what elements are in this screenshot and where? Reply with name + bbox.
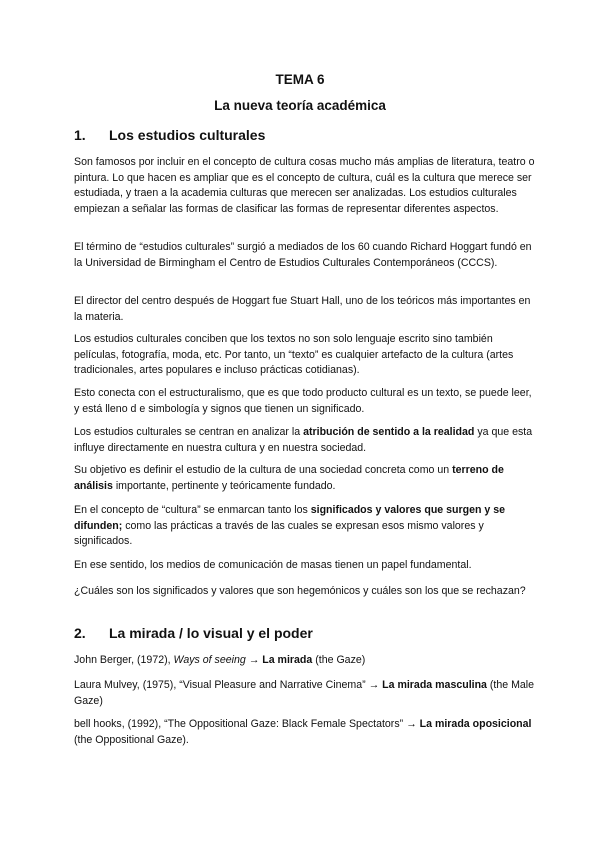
work-title: Ways of seeing (173, 654, 246, 666)
section-number: 2. (74, 625, 86, 641)
section-title: La mirada / lo visual y el poder (109, 625, 313, 641)
bold-phrase: significados y valores que surgen y se difunden; (74, 504, 506, 532)
bold-phrase: La mirada masculina (382, 679, 487, 691)
document-title: TEMA 6 (275, 72, 325, 87)
reference-item: Laura Mulvey, (1975), “Visual Pleasure and Narrative Cinema” → La mirada masculina (the Male Gaze) (74, 679, 535, 707)
paragraph: Esto conecta con el estructuralismo, que es que todo producto cultural es un texto, se puede leer, y está lleno d e simbología y signos que tienen un significado. (74, 387, 532, 415)
section-number: 1. (74, 127, 86, 143)
paragraph: El director del centro después de Hoggart fue Stuart Hall, uno de los teóricos más importantes en la materia. (74, 295, 531, 323)
paragraph: Su objetivo es definir el estudio de la cultura de una sociedad concreta como un terreno de análisis importante, pertinente y teóricamente fundado. (74, 464, 504, 492)
bold-phrase: atribución de sentido a la realidad (303, 426, 475, 438)
section-title: Los estudios culturales (109, 127, 266, 143)
section-heading-2 (74, 625, 313, 641)
paragraph: En ese sentido, los medios de comunicación de masas tienen un papel fundamental. (74, 559, 472, 571)
document-subtitle: La nueva teoría académica (214, 98, 386, 113)
bold-phrase: terreno de análisis (74, 464, 504, 492)
reference-item: John Berger, (1972), Ways of seeing → La mirada (the Gaze) (74, 654, 366, 666)
paragraph: Los estudios culturales se centran en analizar la atribución de sentido a la realidad ya que esta influye directamente en nuestra cultura y en nuestra sociedad. (74, 426, 533, 454)
paragraph: Los estudios culturales conciben que los textos no son solo lenguaje escrito sino también películas, fotografía, moda, etc. Por tanto, un “texto” es cualquier artefacto de la cultura (artes tradicionales, artes populares e incluso prácticas cotidianas). (74, 333, 514, 377)
paragraph: En el concepto de “cultura” se enmarcan tanto los significados y valores que surgen y se difunden; como las prácticas a través de las cuales se expresan esos mismo valores y significados. (74, 504, 506, 548)
paragraph: Son famosos por incluir en el concepto de cultura cosas mucho más amplias de literatura, teatro o pintura. Lo que hacen es ampliar que es el concepto de cultura, cuál es la cultura que merece ser estudiada, y traen a la academia culturas que merecen ser analizadas. Los estudios culturales empiezan a señalar las formas de clasificar las formas de representar diferentes aspectos. (74, 156, 535, 216)
section-heading-1 (74, 127, 265, 143)
paragraph: ¿Cuáles son los significados y valores que son hegemónicos y cuáles son los que se rechazan? (74, 585, 526, 597)
bold-phrase: La mirada (262, 654, 313, 666)
bold-phrase: La mirada oposicional (419, 718, 532, 730)
reference-item: bell hooks, (1992), “The Oppositional Gaze: Black Female Spectators” → La mirada oposicional (the Oppositional Gaze). (74, 718, 532, 746)
paragraph: El término de “estudios culturales” surgió a mediados de los 60 cuando Richard Hoggart fundó en la Universidad de Birmingham el Centro de Estudios Culturales Contemporáneos (CCCS). (74, 241, 532, 269)
